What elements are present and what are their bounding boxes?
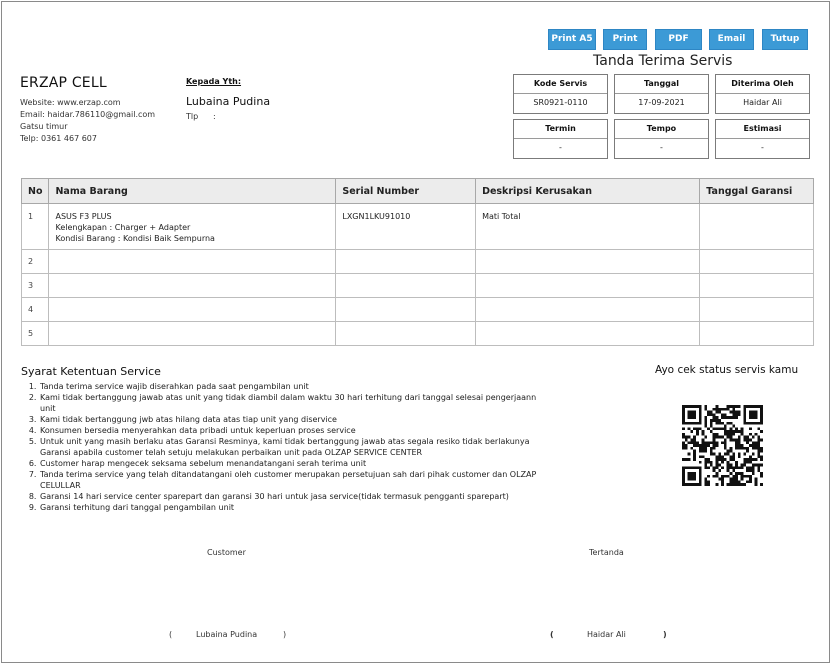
info-box-due [614, 119, 709, 159]
email-button[interactable]: Email [709, 29, 754, 50]
row-warranty [700, 250, 814, 274]
term-item: 8. Garansi 14 hari service center sparepart dan garansi 30 hari untuk jasa service(tidak termasuk pengganti sparepart) [39, 491, 541, 502]
info-value: Haidar Ali [743, 98, 782, 107]
info-value: SR0921-0110 [533, 98, 588, 107]
row-serial [336, 250, 476, 274]
info-value: - [761, 143, 764, 152]
row-description [476, 274, 700, 298]
row-no: 3 [22, 274, 49, 298]
document-title: Tanda Terima Servis [593, 53, 733, 69]
open-paren: ( [169, 630, 173, 639]
info-label: Kode Servis [514, 75, 607, 94]
item-condition: Kondisi Barang : Kondisi Baik Sempurna [55, 234, 215, 243]
table-row [22, 204, 814, 250]
open-paren: ( [550, 630, 554, 639]
company-website: Website: www.erzap.com [20, 98, 121, 107]
recipient-phone [186, 112, 270, 121]
term-item: 6. Customer harap mengecek seksama sebelum menandatangani serah terima unit [39, 458, 541, 469]
row-description [476, 250, 700, 274]
close-button[interactable]: Tutup [762, 29, 808, 50]
info-value: 17-09-2021 [638, 98, 685, 107]
company-name: ERZAP CELL [20, 75, 107, 91]
table-header-row [22, 179, 814, 204]
recipient-name: Lubaina Pudina [186, 95, 271, 108]
row-item [49, 250, 336, 274]
info-label: Termin [514, 120, 607, 139]
info-box-estimate [715, 119, 810, 159]
header-no: No [22, 179, 49, 204]
info-label: Estimasi [716, 120, 809, 139]
header-warranty-date: Tanggal Garansi [700, 179, 814, 204]
table-row [22, 322, 814, 346]
close-paren: ) [283, 630, 287, 639]
table-row [22, 250, 814, 274]
item-name: ASUS F3 PLUS [55, 212, 112, 221]
term-item: 3. Kami tidak bertanggung jwb atas hilang data atas tiap unit yang diservice [39, 414, 541, 425]
row-description: Mati Total [476, 204, 700, 250]
info-label: Diterima Oleh [716, 75, 809, 94]
company-email: Email: haidar.786110@gmail.com [20, 110, 156, 119]
terms-section [21, 365, 541, 513]
row-item [49, 274, 336, 298]
row-serial [336, 274, 476, 298]
row-warranty [700, 322, 814, 346]
recipient-phone-label: Tlp [186, 112, 199, 121]
term-item: 1. Tanda terima service wajib diserahkan pada saat pengambilan unit [39, 381, 541, 392]
row-warranty [700, 274, 814, 298]
row-item [49, 298, 336, 322]
term-item: 4. Konsumen bersedia menyerahkan data pribadi untuk keperluan proses service [39, 425, 541, 436]
row-serial [336, 322, 476, 346]
info-box-received-by [715, 74, 810, 114]
close-paren: ) [663, 630, 667, 639]
row-serial: LXGN1LKU91010 [336, 204, 476, 250]
terms-list [39, 381, 541, 513]
recipient-label: Kepada Yth: [186, 77, 242, 86]
term-item: 9. Garansi terhitung dari tanggal pengambilan unit [39, 502, 541, 513]
recipient-info [186, 77, 270, 121]
header-serial-number: Serial Number [336, 179, 476, 204]
pdf-button[interactable]: PDF [655, 29, 702, 50]
company-info [20, 75, 155, 145]
signer-signature-label: Tertanda [589, 548, 624, 557]
info-box-date [614, 74, 709, 114]
print-button[interactable]: Print [603, 29, 647, 50]
print-a5-button[interactable]: Print A5 [548, 29, 596, 50]
row-description [476, 298, 700, 322]
term-item: 2. Kami tidak bertanggung jawab atas unit yang tidak diambil dalam waktu 30 hari terhitung dari tanggal selesai pengerjaann unit [39, 392, 541, 414]
row-description [476, 322, 700, 346]
receipt-page [1, 1, 830, 663]
row-no: 4 [22, 298, 49, 322]
table-row [22, 298, 814, 322]
row-no: 1 [22, 204, 49, 250]
row-no: 2 [22, 250, 49, 274]
qr-modules [682, 405, 763, 486]
terms-title: Syarat Ketentuan Service [21, 365, 161, 378]
row-warranty [700, 298, 814, 322]
row-warranty [700, 204, 814, 250]
info-value: - [559, 143, 562, 152]
info-box-service-code [513, 74, 608, 114]
customer-name: Lubaina Pudina [196, 630, 258, 639]
info-value: - [660, 143, 663, 152]
header-item-name: Nama Barang [49, 179, 336, 204]
row-item [49, 204, 336, 250]
table-row [22, 274, 814, 298]
company-phone: Telp: 0361 467 607 [20, 134, 97, 143]
info-box-term [513, 119, 608, 159]
info-label: Tempo [615, 120, 708, 139]
header-damage-description: Deskripsi Kerusakan [476, 179, 700, 204]
row-serial [336, 298, 476, 322]
qr-code[interactable] [682, 405, 763, 486]
company-address: Gatsu timur [20, 122, 68, 131]
row-item [49, 322, 336, 346]
signer-name: Haidar Ali [587, 630, 626, 639]
items-table [21, 178, 814, 346]
info-label: Tanggal [615, 75, 708, 94]
qr-title: Ayo cek status servis kamu [655, 364, 799, 376]
term-item: 7. Tanda terima service yang telah ditandatangani oleh customer merupakan persetujuan sah dari pihak customer dan OLZAP CELULLAR [39, 469, 541, 491]
term-item: 5. Untuk unit yang masih berlaku atas Garansi Resminya, kami tidak bertanggung jawab atas segala resiko tidak berlakunya Garansi apabila customer telah setuju melakukan perbaikan unit pada OLZAP SERVICE CENTER [39, 436, 541, 458]
customer-signature-label: Customer [207, 548, 246, 557]
row-no: 5 [22, 322, 49, 346]
recipient-phone-separator: : [213, 112, 216, 121]
item-completeness: Kelengkapan : Charger + Adapter [55, 223, 191, 232]
